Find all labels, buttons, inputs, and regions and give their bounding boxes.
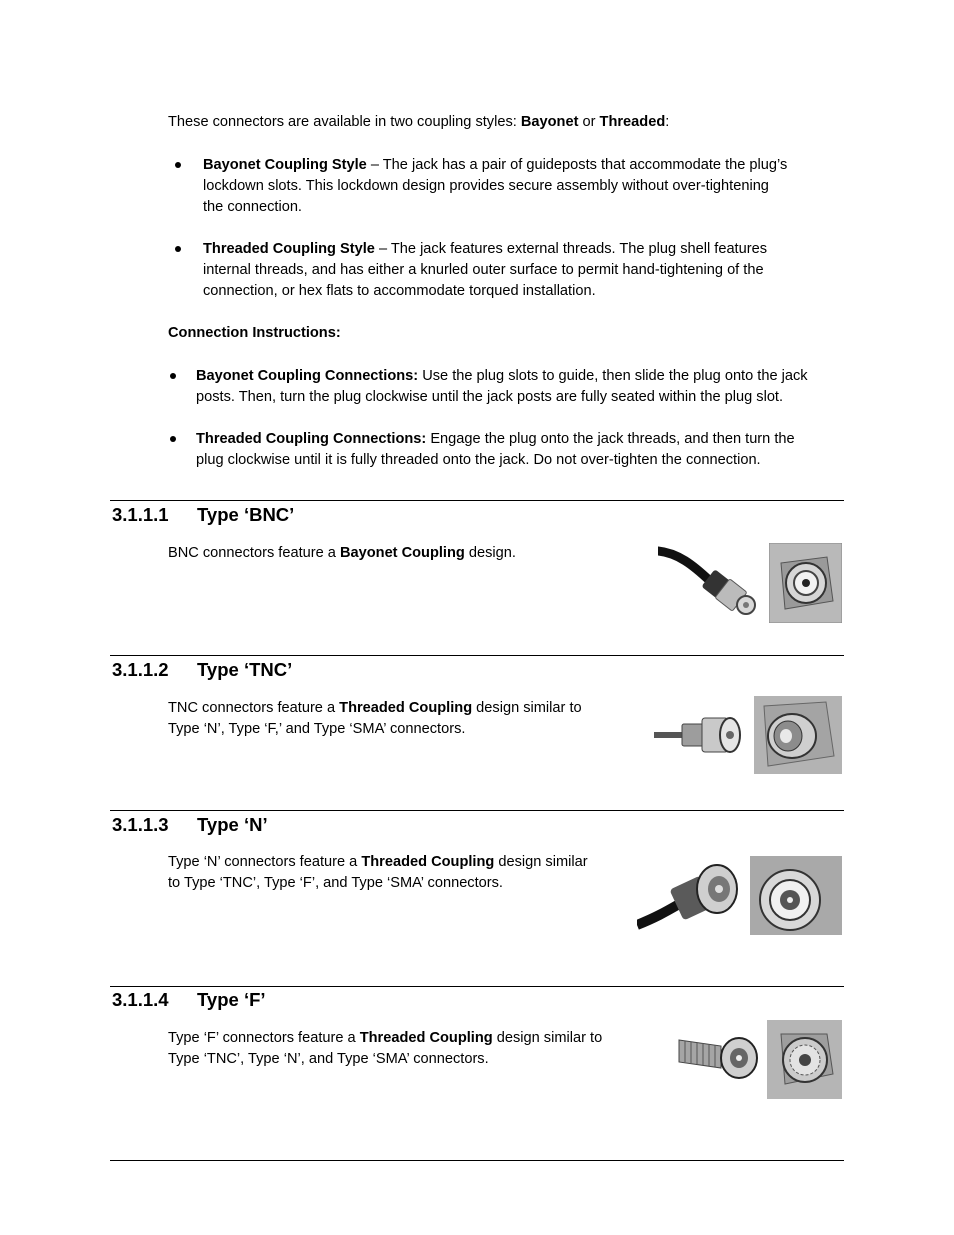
bayonet-connection-bullet — [196, 366, 808, 408]
bullet-text: posts. Then, turn the plug clockwise until the jack posts are fully seated within the plug slot. — [196, 389, 784, 405]
body-emphasis: Threaded Coupling — [359, 1030, 493, 1046]
body-text: design similar — [494, 854, 588, 870]
bullet-text: – The jack features external threads. The plug shell features — [374, 241, 768, 257]
section-body-n — [168, 852, 588, 894]
section-number: 3.1.1.1 — [112, 504, 169, 525]
section-number: 3.1.1.4 — [112, 989, 169, 1010]
section-body-f — [168, 1028, 602, 1070]
section-heading-f — [112, 989, 266, 1011]
intro-threaded: Threaded — [599, 114, 666, 130]
f-jack-photo — [767, 1020, 842, 1099]
bullet-dot — [170, 436, 176, 442]
body-text: Type ‘F’ connectors feature a — [168, 1030, 360, 1046]
bullet-term: Threaded Coupling Connections: — [196, 431, 427, 447]
section-heading-n — [112, 814, 268, 836]
bullet-text: internal threads, and has either a knurled outer surface to permit hand-tightening of the — [203, 262, 764, 278]
intro-paragraph — [168, 112, 669, 133]
body-text: BNC connectors feature a — [168, 545, 340, 561]
bullet-dot — [170, 373, 176, 379]
intro-prefix: These connectors are available in two coupling styles: — [168, 114, 521, 130]
bullet-text: lockdown slots. This lockdown design provides secure assembly without over-tightening — [203, 178, 769, 194]
bullet-text: plug clockwise until it is fully threaded onto the jack. Do not over-tighten the connection. — [196, 452, 761, 468]
tnc-jack-photo — [754, 696, 842, 774]
section-divider — [110, 500, 844, 501]
instructions-heading: Connection Instructions: — [168, 325, 341, 341]
bullet-dot — [175, 246, 181, 252]
bayonet-style-bullet — [203, 155, 787, 218]
section-heading-bnc — [112, 504, 294, 526]
bullet-term: Bayonet Coupling Style — [203, 157, 367, 173]
body-text: Type ‘TNC’, Type ‘N’, and Type ‘SMA’ connectors. — [168, 1051, 489, 1067]
body-text: design similar to — [492, 1030, 603, 1046]
body-emphasis: Bayonet Coupling — [339, 545, 465, 561]
body-text: design. — [464, 545, 516, 561]
body-text: TNC connectors feature a — [168, 700, 340, 716]
bnc-plug-photo — [658, 543, 758, 615]
section-number: 3.1.1.3 — [112, 814, 169, 835]
bnc-jack-photo — [769, 543, 842, 623]
section-divider — [110, 986, 844, 987]
body-emphasis: Threaded Coupling — [361, 854, 495, 870]
intro-suffix: : — [665, 114, 670, 130]
n-plug-photo — [637, 855, 741, 930]
threaded-connection-bullet — [196, 429, 795, 471]
bullet-text: Use the plug slots to guide, then slide the plug onto the jack — [418, 368, 808, 384]
bullet-text: the connection. — [203, 199, 302, 215]
bullet-term: Bayonet Coupling Connections: — [196, 368, 419, 384]
section-title: Type ‘TNC’ — [197, 659, 293, 680]
section-title: Type ‘N’ — [197, 814, 268, 835]
section-heading-tnc — [112, 659, 292, 681]
intro-or: or — [578, 114, 600, 130]
bullet-text: Engage the plug onto the jack threads, and then turn the — [426, 431, 795, 447]
body-text: Type ‘N’, Type ‘F,’ and Type ‘SMA’ connectors. — [168, 721, 466, 737]
tnc-plug-photo — [654, 704, 744, 764]
bullet-term: Threaded Coupling Style — [203, 241, 375, 257]
body-text: design similar to — [472, 700, 582, 716]
bullet-dot — [175, 162, 181, 168]
body-emphasis: Threaded Coupling — [339, 700, 473, 716]
section-divider — [110, 810, 844, 811]
section-title: Type ‘F’ — [197, 989, 266, 1010]
bullet-text: – The jack has a pair of guideposts that accommodate the plug’s — [366, 157, 788, 173]
footer-divider — [110, 1160, 844, 1161]
body-text: Type ‘N’ connectors feature a — [168, 854, 362, 870]
section-divider — [110, 655, 844, 656]
section-body-tnc — [168, 698, 582, 740]
threaded-style-bullet — [203, 239, 767, 302]
section-number: 3.1.1.2 — [112, 659, 169, 680]
f-plug-photo — [677, 1024, 761, 1090]
n-jack-photo — [750, 856, 842, 935]
section-title: Type ‘BNC’ — [197, 504, 295, 525]
body-text: to Type ‘TNC’, Type ‘F’, and Type ‘SMA’ connectors. — [168, 875, 503, 891]
bullet-text: connection, or hex flats to accommodate torqued installation. — [203, 283, 596, 299]
section-body-bnc — [168, 543, 516, 564]
intro-bayonet: Bayonet — [520, 114, 579, 130]
